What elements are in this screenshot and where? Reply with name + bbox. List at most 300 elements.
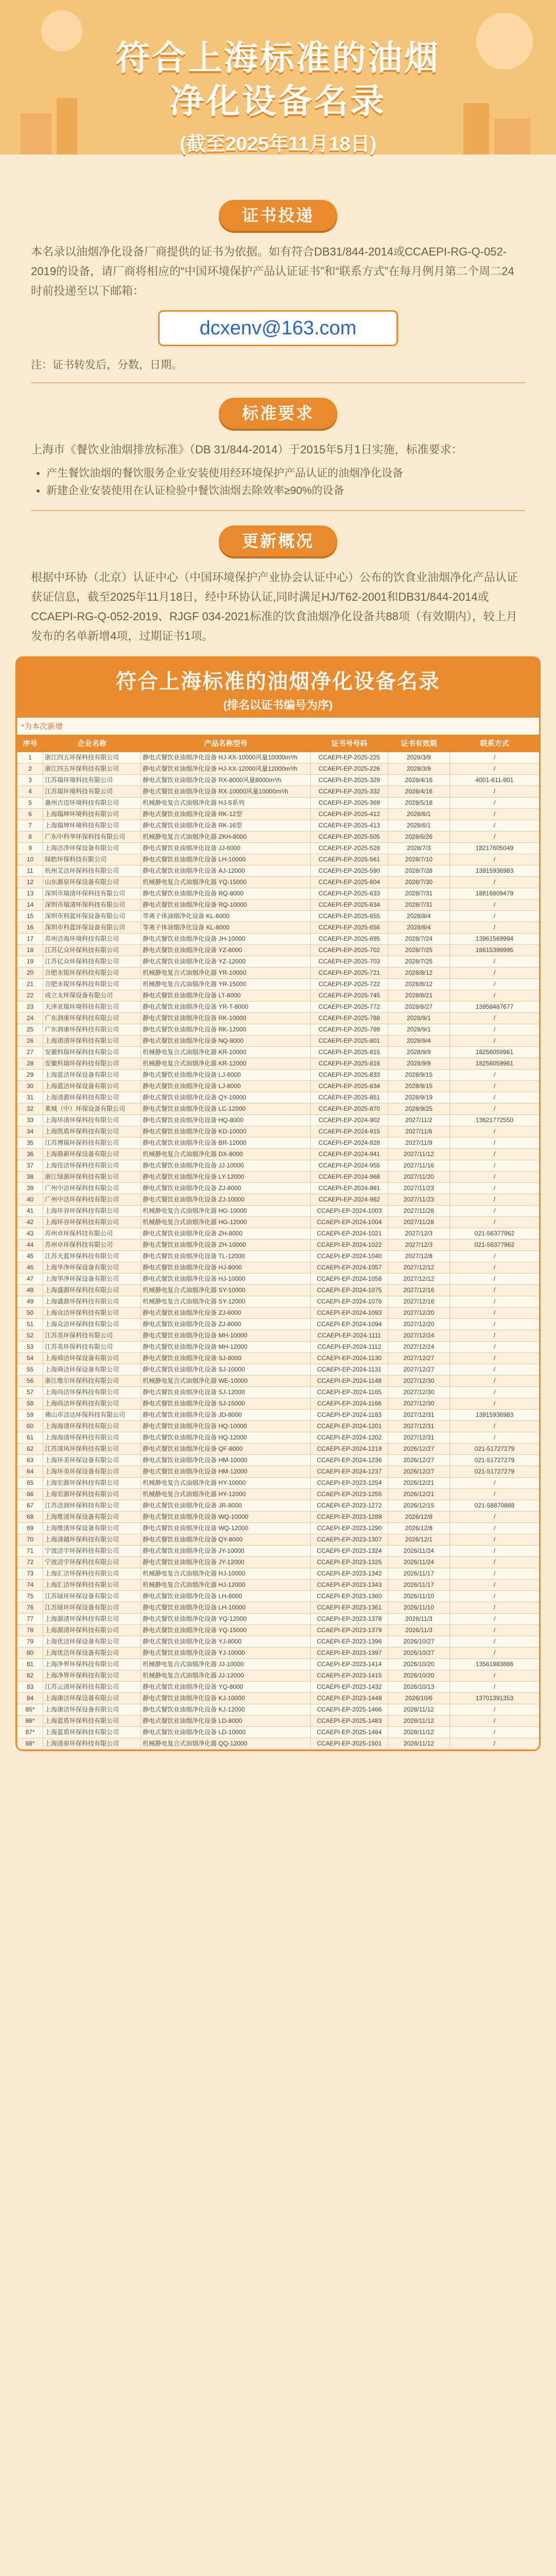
- table-cell: 2026/12/8: [388, 1523, 450, 1534]
- table-cell: 静电式餐饮业油烟净化设备 LC-12000: [141, 1104, 311, 1115]
- table-row: [18, 1319, 540, 1330]
- table-cell: CCAEPI-EP-2025-870: [311, 1104, 388, 1115]
- table-cell: 江苏绿环环保设备有限公司: [43, 1602, 141, 1614]
- table-title: 符合上海标准的油烟净化设备名录: [116, 670, 440, 693]
- table-row: [18, 1024, 540, 1036]
- table-cell: 86*: [18, 1716, 43, 1727]
- table-cell: 静电式餐饮业油烟净化设备 HQ-12000: [141, 1432, 311, 1444]
- table-row: [18, 1002, 540, 1013]
- table-cell: 70: [18, 1534, 43, 1546]
- table-cell: 83: [18, 1682, 43, 1693]
- table-cell: 上海佳洁环保科技有限公司: [43, 1160, 141, 1172]
- table-cell: CCAEPI-EP-2023-1432: [311, 1682, 388, 1693]
- table-cell: 2028/9/9: [388, 1047, 450, 1058]
- table-cell: 2027/11/28: [388, 1206, 450, 1217]
- table-cell: CCAEPI-EP-2023-1343: [311, 1580, 388, 1591]
- table-cell: /: [450, 1387, 540, 1398]
- table-cell: 静电式餐饮业油烟净化设备 TL-12000: [141, 1251, 311, 1262]
- table-row: [18, 990, 540, 1002]
- table-cell: /: [450, 877, 540, 888]
- table-cell: /: [450, 1160, 540, 1172]
- table-cell: 2027/11/23: [388, 1194, 450, 1206]
- table-row: [18, 1512, 540, 1523]
- table-row: [18, 1636, 540, 1648]
- table-row: [18, 1228, 540, 1240]
- table-cell: /: [450, 820, 540, 832]
- table-cell: 上海蓝洁环保设备有限公司: [43, 1081, 141, 1092]
- table-row: [18, 1183, 540, 1194]
- table-cell: 静电式餐饮业油烟净化设备 AJ-12000: [141, 866, 311, 877]
- table-cell: 绿皓环保科技有限公司: [43, 854, 141, 866]
- table-cell: /: [450, 1580, 540, 1591]
- table-row: [18, 1376, 540, 1387]
- table-cell: 深圳市瑞清环保科技有限公司: [43, 900, 141, 911]
- table-cell: 021-56377962: [450, 1240, 540, 1251]
- table-cell: 77: [18, 1614, 43, 1625]
- table-cell: 2027/12/12: [388, 1262, 450, 1274]
- table-cell: /: [450, 1342, 540, 1353]
- standard-text: 上海市《餐饮业油烟排放标准》（DB 31/844-2014）于2015年5月1日实施，标准要求：: [31, 443, 463, 456]
- table-cell: 静电式餐饮业油烟净化设备 ZJ-8000: [141, 1183, 311, 1194]
- table-row: [18, 832, 540, 843]
- table-cell: 85*: [18, 1704, 43, 1716]
- table-cell: CCAEPI-EP-2024-902: [311, 1115, 388, 1126]
- table-cell: CCAEPI-EP-2025-226: [311, 764, 388, 775]
- table-cell: 40: [18, 1194, 43, 1206]
- table-row: [18, 1444, 540, 1455]
- table-cell: 41: [18, 1206, 43, 1217]
- standard-section: [21, 398, 535, 500]
- table-cell: 机械静电复合式油烟净化器 HG-10000: [141, 1206, 311, 1217]
- table-cell: 惠州吉迈环境科技有限公司: [43, 798, 141, 809]
- table-cell: 2026/10/27: [388, 1636, 450, 1648]
- table-cell: 18615399995: [450, 945, 540, 956]
- table-cell: 13: [18, 888, 43, 900]
- table-cell: 74: [18, 1580, 43, 1591]
- table-cell: CCAEPI-EP-2025-816: [311, 1058, 388, 1070]
- table-cell: 2: [18, 764, 43, 775]
- table-row: [18, 1568, 540, 1580]
- table-cell: 静电式餐饮业油烟净化设备 LD-10000: [141, 1727, 311, 1738]
- table-cell: 机械静电复合式油烟净化器 JJ-10000: [141, 1659, 311, 1670]
- table-row: [18, 1591, 540, 1602]
- table-cell: 30: [18, 1081, 43, 1092]
- table-cell: 机械静电复合式油烟净化器 KR-12000: [141, 1058, 311, 1070]
- table-cell: /: [450, 786, 540, 798]
- table-cell: CCAEPI-EP-2024-1094: [311, 1319, 388, 1330]
- table-cell: CCAEPI-EP-2025-1466: [311, 1704, 388, 1716]
- table-cell: 静电式餐饮业油烟净化设备 SJ-8000: [141, 1353, 311, 1364]
- update-section-title: 更新概况: [219, 526, 337, 556]
- table-cell: 苏州卓环保科技有限公司: [43, 1240, 141, 1251]
- table-cell: 47: [18, 1274, 43, 1285]
- table-cell: 上海蓝盾环保科技有限公司: [43, 1716, 141, 1727]
- table-cell: 上海凯盾环保科技有限公司: [43, 1126, 141, 1138]
- table-cell: 60: [18, 1421, 43, 1432]
- table-cell: CCAEPI-EP-2024-1183: [311, 1410, 388, 1421]
- table-cell: 静电式餐饮业油烟净化设备 NQ-8000: [141, 1036, 311, 1047]
- table-row: [18, 1160, 540, 1172]
- update-text: 根据中环协（北京）认证中心（中国环境保护产业协会认证中心）公布的饮食业油烟净化产品认证获证信息，截至2025年11月18日，经中环协认证,同时满足HJ/T62-2001和DB31/844-2014或CCAEPI-RG-Q-052-2019、RJGF 034-2021标准的饮食油烟净化设备共88项（有效期内），较上月发布的名单新增4项，过期证书1项。: [31, 571, 518, 642]
- table-cell: 2027/12/30: [388, 1387, 450, 1398]
- table-cell: 静电式餐饮业油烟净化设备 JR-8000: [141, 1500, 311, 1512]
- table-cell: 13915936983: [450, 1410, 540, 1421]
- table-cell: 2027/12/31: [388, 1432, 450, 1444]
- table-cell: 2028/7/31: [388, 900, 450, 911]
- table-cell: 15: [18, 911, 43, 922]
- table-cell: 2028/8/12: [388, 968, 450, 979]
- table-cell: CCAEPI-EP-2025-634: [311, 900, 388, 911]
- table-cell: CCAEPI-EP-2023-1360: [311, 1591, 388, 1602]
- table-cell: CCAEPI-EP-2023-1254: [311, 1478, 388, 1489]
- table-row: [18, 1466, 540, 1478]
- table-row: [18, 1070, 540, 1081]
- table-cell: 2028/7/24: [388, 934, 450, 945]
- table-cell: 机械静电复合式油烟净化器 YQ-15000: [141, 877, 311, 888]
- table-cell: /: [450, 1636, 540, 1648]
- table-cell: 上海环谷环保科技有限公司: [43, 1206, 141, 1217]
- table-cell: /: [450, 1330, 540, 1342]
- table-row: [18, 1625, 540, 1636]
- table-cell: /: [450, 1432, 540, 1444]
- table-cell: 静电式餐饮业油烟净化设备 LT-6000: [141, 990, 311, 1002]
- table-cell: 上海净界环保科技有限公司: [43, 1670, 141, 1682]
- table-cell: 上海康洁环保设备有限公司: [43, 1693, 141, 1704]
- table-row: [18, 1296, 540, 1308]
- divider: [31, 510, 525, 511]
- table-cell: CCAEPI-EP-2025-788: [311, 1013, 388, 1024]
- table-cell: 2026/10/20: [388, 1659, 450, 1670]
- cert-section-title: 证书投递: [219, 200, 337, 231]
- table-cell: 2027/11/9: [388, 1138, 450, 1149]
- table-cell: /: [450, 764, 540, 775]
- table-cell: 59: [18, 1410, 43, 1421]
- table-row: [18, 1013, 540, 1024]
- table-cell: 静电式餐饮业油烟净化设备 RK-10000: [141, 1013, 311, 1024]
- table-cell: 13915936983: [450, 866, 540, 877]
- table-cell: /: [450, 1557, 540, 1568]
- table-cell: /: [450, 1138, 540, 1149]
- table-cell: 深圳市瑞清环保科技有限公司: [43, 888, 141, 900]
- table-cell: 2026/11/10: [388, 1591, 450, 1602]
- table-cell: 2026/11/24: [388, 1557, 450, 1568]
- table-cell: 2026/12/8: [388, 1512, 450, 1523]
- table-cell: 2027/12/27: [388, 1364, 450, 1376]
- table-cell: CCAEPI-EP-2024-1021: [311, 1228, 388, 1240]
- table-cell: 上海盛源环保科技有限公司: [43, 1285, 141, 1296]
- table-cell: 浙江四五环保科技有限公司: [43, 764, 141, 775]
- table-row: [18, 1081, 540, 1092]
- table-row: [18, 1194, 540, 1206]
- table-cell: 静电式餐饮业油烟净化设备 RQ-10000: [141, 900, 311, 911]
- table-cell: 静电式餐饮业油烟净化设备 HQ-8000: [141, 1115, 311, 1126]
- table-cell: CCAEPI-EP-2024-981: [311, 1183, 388, 1194]
- table-cell: 2028/11/12: [388, 1727, 450, 1738]
- table-cell: 江苏美环保科技有限公司: [43, 1330, 141, 1342]
- table-cell: /: [450, 1489, 540, 1500]
- table-cell: 上海尚洁环保科技有限公司: [43, 1387, 141, 1398]
- table-cell: 静电式餐饮业油烟净化设备 BR-12000: [141, 1138, 311, 1149]
- table-cell: 18217605049: [450, 843, 540, 854]
- table-cell: /: [450, 1512, 540, 1523]
- column-header: 企业名称: [43, 735, 141, 752]
- table-cell: 22: [18, 990, 43, 1002]
- table-cell: /: [450, 1081, 540, 1092]
- table-row: [18, 854, 540, 866]
- table-cell: 广东润康环保科技有限公司: [43, 1013, 141, 1024]
- table-cell: 72: [18, 1557, 43, 1568]
- table-cell: /: [450, 911, 540, 922]
- table-cell: 17: [18, 934, 43, 945]
- table-cell: 2028/7/25: [388, 945, 450, 956]
- table-cell: 2028/11/12: [388, 1704, 450, 1716]
- table-cell: 2027/11/28: [388, 1217, 450, 1228]
- table-cell: 上海尚洁环保科技有限公司: [43, 1398, 141, 1410]
- table-cell: /: [450, 1149, 540, 1160]
- table-cell: /: [450, 1194, 540, 1206]
- table-cell: 机械静电复合式油烟净化器 HJ-12000: [141, 1580, 311, 1591]
- table-cell: 上海环美环保设备有限公司: [43, 1455, 141, 1466]
- table-cell: CCAEPI-EP-2023-1379: [311, 1625, 388, 1636]
- table-cell: 机械静电复合式油烟净化器 WE-10000: [141, 1376, 311, 1387]
- table-cell: 20: [18, 968, 43, 979]
- table-cell: 44: [18, 1240, 43, 1251]
- table-cell: 江苏洁润环保科技有限公司: [43, 1500, 141, 1512]
- table-cell: CCAEPI-EP-2025-225: [311, 752, 388, 764]
- table-cell: 2027/12/12: [388, 1274, 450, 1285]
- table-cell: 静电式餐饮业油烟净化设备 SJ-15000: [141, 1398, 311, 1410]
- table-cell: /: [450, 1024, 540, 1036]
- table-cell: CCAEPI-EP-2023-1415: [311, 1670, 388, 1682]
- table-cell: 上海源清环保科技有限公司: [43, 1625, 141, 1636]
- table-row: [18, 1557, 540, 1568]
- table-cell: 上海蓝盾环保科技有限公司: [43, 1727, 141, 1738]
- table-cell: 2028/11/12: [388, 1716, 450, 1727]
- table-cell: CCAEPI-EP-2025-369: [311, 798, 388, 809]
- table-cell: 4001-611-901: [450, 775, 540, 786]
- table-cell: 静电式餐饮业油烟净化设备 LD-8000: [141, 1716, 311, 1727]
- table-cell: CCAEPI-EP-2025-590: [311, 866, 388, 877]
- table-cell: 佛山市洁达环保科技有限公司: [43, 1410, 141, 1421]
- table-row: [18, 1138, 540, 1149]
- table-cell: CCAEPI-EP-2023-1307: [311, 1534, 388, 1546]
- table-cell: 上海宏源环保科技有限公司: [43, 1478, 141, 1489]
- table-cell: 苏州卓环保科技有限公司: [43, 1228, 141, 1240]
- table-cell: 57: [18, 1387, 43, 1398]
- table-cell: 浙江绿源环保科技有限公司: [43, 1172, 141, 1183]
- table-cell: /: [450, 809, 540, 820]
- equipment-table: [17, 735, 540, 1750]
- table-cell: CCAEPI-EP-2023-1272: [311, 1500, 388, 1512]
- date-subtitle: (截至2025年11月18日): [179, 133, 377, 155]
- table-cell: /: [450, 1013, 540, 1024]
- table-cell: 上海清泉环保科技有限公司: [43, 1738, 141, 1750]
- table-cell: 58: [18, 1398, 43, 1410]
- table-cell: 18256059961: [450, 1047, 540, 1058]
- table-cell: 2028/6/1: [388, 809, 450, 820]
- table-cell: CCAEPI-EP-2024-928: [311, 1138, 388, 1149]
- table-cell: 安徽科瑞环保科技有限公司: [43, 1058, 141, 1070]
- table-cell: CCAEPI-EP-2023-1289: [311, 1512, 388, 1523]
- table-cell: /: [450, 1364, 540, 1376]
- table-cell: 2028/9/1: [388, 1013, 450, 1024]
- table-cell: 机械静电复合式油烟净化器 YR-15000: [141, 979, 311, 990]
- table-cell: 2028/7/30: [388, 877, 450, 888]
- table-cell: 2028/8/12: [388, 979, 450, 990]
- table-cell: CCAEPI-EP-2024-1022: [311, 1240, 388, 1251]
- table-cell: CCAEPI-EP-2024-1093: [311, 1308, 388, 1319]
- table-cell: /: [450, 1285, 540, 1296]
- table-cell: 13561983886: [450, 1659, 540, 1670]
- table-cell: 2028/8/21: [388, 990, 450, 1002]
- table-cell: 静电式餐饮业油烟净化设备 RK-16型: [141, 820, 311, 832]
- table-cell: 53: [18, 1342, 43, 1353]
- table-cell: 2028/3/9: [388, 764, 450, 775]
- table-cell: 静电式餐饮业油烟净化设备 ZJ-6000: [141, 1308, 311, 1319]
- table-cell: CCAEPI-EP-2023-1449: [311, 1693, 388, 1704]
- table-cell: 2028/8/4: [388, 911, 450, 922]
- page-title: [0, 0, 556, 123]
- table-cell: 深圳市科蓝环保设备有限公司: [43, 911, 141, 922]
- table-cell: CCAEPI-EP-2025-851: [311, 1092, 388, 1104]
- table-cell: CCAEPI-EP-2024-941: [311, 1149, 388, 1160]
- table-cell: 2028/9/15: [388, 1081, 450, 1092]
- table-cell: 2028/7/10: [388, 854, 450, 866]
- table-cell: 静电式餐饮业油烟净化设备 LY-12000: [141, 1172, 311, 1183]
- table-cell: 2027/12/8: [388, 1251, 450, 1262]
- table-cell: 4: [18, 786, 43, 798]
- table-cell: 静电式餐饮业油烟净化设备 KJ-12000: [141, 1704, 311, 1716]
- table-cell: 上海环谷环保科技有限公司: [43, 1217, 141, 1228]
- table-cell: 江苏清风环保科技有限公司: [43, 1444, 141, 1455]
- table-row: [18, 1104, 540, 1115]
- table-cell: 静电式餐饮业油烟净化设备 JY-10000: [141, 1546, 311, 1557]
- table-cell: 7: [18, 820, 43, 832]
- table-cell: CCAEPI-EP-2024-1057: [311, 1262, 388, 1274]
- table-cell: 27: [18, 1047, 43, 1058]
- table-cell: 静电式餐饮业油烟净化设备 YQ-15000: [141, 1625, 311, 1636]
- table-cell: 广州中洁环保科技有限公司: [43, 1183, 141, 1194]
- table-cell: 苏州洁海环境科技有限公司: [43, 934, 141, 945]
- table-cell: 2028/4/16: [388, 775, 450, 786]
- table-cell: 2028/7/28: [388, 866, 450, 877]
- table-cell: 上海清越环保科技有限公司: [43, 1534, 141, 1546]
- table-cell: /: [450, 1206, 540, 1217]
- table-cell: 2028/9/25: [388, 1104, 450, 1115]
- table-cell: /: [450, 1104, 540, 1115]
- table-cell: /: [450, 900, 540, 911]
- table-cell: 2028/3/9: [388, 752, 450, 764]
- table-cell: 江苏绿环环保设备有限公司: [43, 1591, 141, 1602]
- table-cell: 浙江四五环保科技有限公司: [43, 752, 141, 764]
- table-row: [18, 1738, 540, 1750]
- table-cell: 48: [18, 1285, 43, 1296]
- table-cell: 2026/11/3: [388, 1614, 450, 1625]
- table-cell: /: [450, 1319, 540, 1330]
- table-row: [18, 1670, 540, 1682]
- table-row: [18, 1523, 540, 1534]
- table-cell: CCAEPI-EP-2023-1361: [311, 1602, 388, 1614]
- table-cell: 广州中洁环保科技有限公司: [43, 1194, 141, 1206]
- table-cell: 上海鼎新环保设备有限公司: [43, 1149, 141, 1160]
- table-cell: 2028/9/1: [388, 1024, 450, 1036]
- table-cell: CCAEPI-EP-2025-412: [311, 809, 388, 820]
- table-cell: 2026/12/15: [388, 1500, 450, 1512]
- table-cell: CCAEPI-EP-2025-833: [311, 1070, 388, 1081]
- table-row: [18, 1217, 540, 1228]
- cert-email-link[interactable]: dcxenv@163.com: [158, 310, 398, 346]
- table-subtitle: (排名以证书编号为序): [223, 699, 333, 711]
- standard-item: • 新建企业安装使用在认证检验中餐饮油烟去除效率≥90%的设备: [46, 482, 525, 500]
- table-cell: 上海清源环保科技有限公司: [43, 1092, 141, 1104]
- table-cell: 上海舜洁环保设备有限公司: [43, 1364, 141, 1376]
- table-cell: CCAEPI-EP-2025-604: [311, 877, 388, 888]
- table-cell: /: [450, 1625, 540, 1636]
- table-row: [18, 877, 540, 888]
- table-cell: 36: [18, 1149, 43, 1160]
- table-cell: 79: [18, 1636, 43, 1648]
- table-cell: 成立太环保设备有限公司: [43, 990, 141, 1002]
- table-cell: CCAEPI-EP-2025-834: [311, 1081, 388, 1092]
- table-cell: 静电式餐饮业油烟净化设备 HM-12000: [141, 1466, 311, 1478]
- table-row: [18, 764, 540, 775]
- table-row: [18, 1115, 540, 1126]
- table-cell: 5: [18, 798, 43, 809]
- table-cell: 16: [18, 922, 43, 934]
- column-header: 产品名称型号: [141, 735, 311, 752]
- table-cell: 2027/12/20: [388, 1308, 450, 1319]
- standard-list: [31, 465, 525, 500]
- table-cell: CCAEPI-EP-2024-1040: [311, 1251, 388, 1262]
- table-cell: 2027/12/27: [388, 1353, 450, 1364]
- table-cell: /: [450, 1296, 540, 1308]
- table-cell: CCAEPI-EP-2025-561: [311, 854, 388, 866]
- table-cell: 31: [18, 1092, 43, 1104]
- table-cell: 静电式餐饮业油烟净化设备 YZ-8000: [141, 945, 311, 956]
- table-cell: 6: [18, 809, 43, 820]
- standard-item: • 产生餐饮油烟的餐饮服务企业安装使用经环境保护产品认证的油烟净化设备: [46, 465, 525, 482]
- table-cell: 静电式餐饮业油烟净化设备 KJ-10000: [141, 1693, 311, 1704]
- table-cell: 静电式餐饮业油烟净化设备 YZ-12000: [141, 956, 311, 968]
- table-cell: /: [450, 1036, 540, 1047]
- table-cell: 静电式餐饮业油烟净化设备 QF-8000: [141, 1444, 311, 1455]
- table-cell: /: [450, 968, 540, 979]
- table-cell: /: [450, 1376, 540, 1387]
- table-cell: 80: [18, 1648, 43, 1659]
- table-cell: CCAEPI-EP-2024-1003: [311, 1206, 388, 1217]
- table-cell: 上海宏源环保科技有限公司: [43, 1489, 141, 1500]
- table-cell: 76: [18, 1602, 43, 1614]
- table-cell: CCAEPI-EP-2025-815: [311, 1047, 388, 1058]
- table-cell: 2028/9/19: [388, 1092, 450, 1104]
- table-cell: /: [450, 1262, 540, 1274]
- table-cell: 静电式餐饮业油烟净化设备 ZH-8000: [141, 1228, 311, 1240]
- table-cell: 2027/11/20: [388, 1172, 450, 1183]
- table-cell: 合肥永锐环保科技有限公司: [43, 968, 141, 979]
- table-header-row: [18, 735, 540, 752]
- table-cell: 静电式餐饮业油烟净化设备 LH-8000: [141, 1591, 311, 1602]
- table-cell: 2026/12/27: [388, 1444, 450, 1455]
- table-row: [18, 1704, 540, 1716]
- table-row: [18, 1036, 540, 1047]
- table-row: [18, 1274, 540, 1285]
- table-cell: 上海环清环保科技有限公司: [43, 1115, 141, 1126]
- table-row: [18, 1047, 540, 1058]
- table-row: [18, 1455, 540, 1466]
- table-cell: 莱城（中）环保设备有限公司: [43, 1104, 141, 1115]
- table-header: [17, 658, 539, 718]
- table-cell: 宁波洁宇环保科技有限公司: [43, 1557, 141, 1568]
